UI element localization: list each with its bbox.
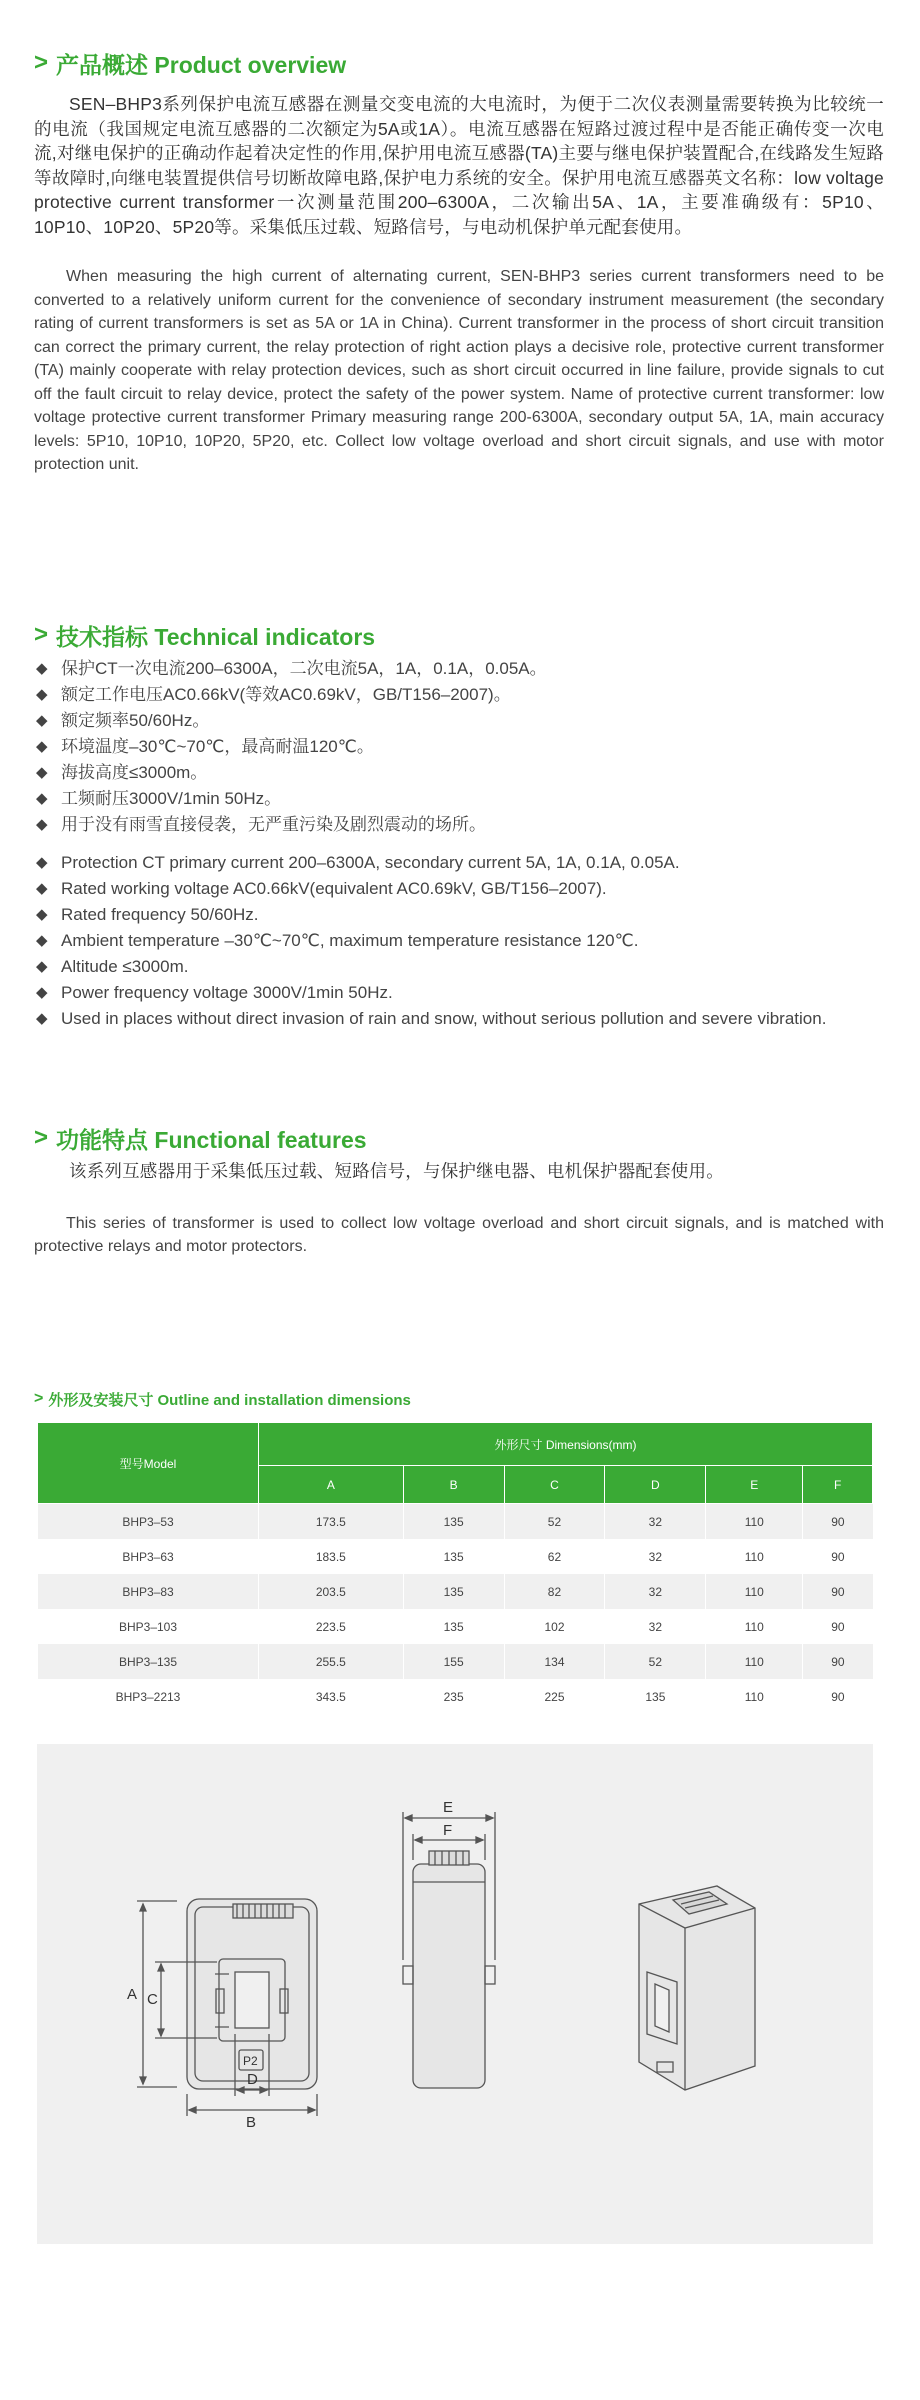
- column-header-b: B: [403, 1466, 504, 1504]
- table-cell: 135: [605, 1679, 706, 1714]
- chevron-right-icon: >: [34, 49, 49, 76]
- table-cell: 343.5: [259, 1679, 404, 1714]
- diamond-bullet-icon: ◆: [36, 854, 48, 871]
- diamond-bullet-icon: ◆: [36, 880, 48, 897]
- list-item: ◆ Altitude ≤3000m.: [34, 954, 884, 980]
- overview-en-paragraph: When measuring the high current of alternating current, SEN-BHP3 series current transformers need to be converted to a relatively uniform current for the convenience of secondary instrument measurement (the secondary rating of current transformers is set as 5A or 1A in China). Current transformer in the process of short circuit transition can correct the primary current, the relay protection of right action plays a decisive role, protective current transformer (TA) mainly cooperate with relay protection devices, such as short circuit occurred in line failure, provide signals to cut off the fault circuit to relay device, protect the safety of the power system. Name of protective current transformer: low voltage protective current transformer Primary measuring range 200-6300A, secondary output 5A, 1A, main accuracy levels: 5P10, 10P10, 10P20, 5P20, etc. Collect low voltage overload and short circuit signals, and use with motor protection unit.: [34, 268, 884, 473]
- table-cell: 203.5: [259, 1574, 404, 1609]
- table-row: [38, 1644, 873, 1679]
- chevron-right-icon: >: [34, 1124, 49, 1151]
- table-cell: 32: [605, 1574, 706, 1609]
- table-cell: 90: [803, 1679, 873, 1714]
- dim-label-e: E: [443, 1799, 454, 1816]
- overview-heading: [34, 48, 884, 78]
- table-cell: 225: [504, 1679, 605, 1714]
- list-item: ◆ 保护CT一次电流200–6300A，二次电流5A，1A，0.1A，0.05A。: [34, 656, 884, 682]
- table-cell: 135: [403, 1539, 504, 1574]
- chevron-right-icon: >: [34, 621, 49, 648]
- diamond-bullet-icon: ◆: [36, 932, 48, 949]
- table-cell: 110: [706, 1504, 803, 1540]
- table-row: [38, 1574, 873, 1609]
- table-cell: 110: [706, 1574, 803, 1609]
- table-cell: 90: [803, 1644, 873, 1679]
- dim-label-b: B: [246, 2114, 257, 2131]
- isometric-view-drawing: [639, 1886, 755, 2090]
- table-cell: 32: [605, 1609, 706, 1644]
- technical-title: 技术指标 Technical indicators: [56, 623, 376, 650]
- diamond-bullet-icon: ◆: [36, 712, 48, 729]
- overview-title: 产品概述 Product overview: [56, 51, 347, 78]
- diamond-bullet-icon: ◆: [36, 660, 48, 677]
- diamond-bullet-icon: ◆: [36, 764, 48, 781]
- dim-label-f: F: [443, 1822, 453, 1839]
- table-cell: 110: [706, 1609, 803, 1644]
- chevron-right-icon: >: [34, 1390, 44, 1407]
- list-item: ◆ 工频耐压3000V/1min 50Hz。: [34, 786, 884, 812]
- diamond-bullet-icon: ◆: [36, 984, 48, 1001]
- model-cell: BHP3–135: [38, 1644, 259, 1679]
- table-cell: 32: [605, 1539, 706, 1574]
- table-cell: 90: [803, 1609, 873, 1644]
- outline-drawing-panel: [37, 1744, 873, 2244]
- dim-label-a: A: [127, 1986, 138, 2003]
- table-cell: 110: [706, 1539, 803, 1574]
- model-cell: BHP3–2213: [38, 1679, 259, 1714]
- dim-label-c: C: [147, 1991, 158, 2008]
- dim-label-d: D: [247, 2071, 258, 2088]
- table-cell: 183.5: [259, 1539, 404, 1574]
- list-item: ◆ Power frequency voltage 3000V/1min 50Hz.: [34, 980, 884, 1006]
- side-view-drawing: [403, 1812, 495, 2088]
- features-section: [34, 1123, 884, 1259]
- dimensions-heading: [34, 1388, 884, 1410]
- table-row: [38, 1609, 873, 1644]
- model-cell: BHP3–103: [38, 1609, 259, 1644]
- table-cell: 32: [605, 1504, 706, 1540]
- dimensions-table: [37, 1422, 873, 1714]
- features-heading: [34, 1123, 884, 1153]
- list-item: ◆ Used in places without direct invasion of rain and snow, without serious pollution and severe vibration.: [34, 1006, 884, 1032]
- list-item: ◆ 海拔高度≤3000m。: [34, 760, 884, 786]
- table-cell: 90: [803, 1539, 873, 1574]
- model-cell: BHP3–53: [38, 1504, 259, 1540]
- table-cell: 134: [504, 1644, 605, 1679]
- column-header-a: A: [259, 1466, 404, 1504]
- table-cell: 52: [605, 1644, 706, 1679]
- table-cell: 155: [403, 1644, 504, 1679]
- column-header-c: C: [504, 1466, 605, 1504]
- table-cell: 110: [706, 1644, 803, 1679]
- outline-drawing: [37, 1744, 873, 2244]
- table-cell: 223.5: [259, 1609, 404, 1644]
- dimensions-table-wrapper: [37, 1422, 873, 1714]
- features-title: 功能特点 Functional features: [56, 1126, 367, 1153]
- p2-label: P2: [243, 2054, 258, 2068]
- front-view-drawing: [137, 1899, 317, 2116]
- diamond-bullet-icon: ◆: [36, 1010, 48, 1027]
- features-cn-paragraph: 该系列互感器用于采集低压过载、短路信号，与保护继电器、电机保护器配套使用。: [69, 1161, 724, 1181]
- table-cell: 173.5: [259, 1504, 404, 1540]
- table-cell: 82: [504, 1574, 605, 1609]
- list-item: ◆ Protection CT primary current 200–6300A, secondary current 5A, 1A, 0.1A, 0.05A.: [34, 850, 884, 876]
- model-cell: BHP3–83: [38, 1574, 259, 1609]
- diamond-bullet-icon: ◆: [36, 958, 48, 975]
- list-item: ◆ Rated working voltage AC0.66kV(equivalent AC0.69kV, GB/T156–2007).: [34, 876, 884, 902]
- technical-heading: [34, 620, 884, 650]
- diamond-bullet-icon: ◆: [36, 816, 48, 833]
- diamond-bullet-icon: ◆: [36, 906, 48, 923]
- overview-section: [34, 48, 884, 477]
- list-item: ◆ 环境温度–30℃~70℃，最高耐温120℃。: [34, 734, 884, 760]
- features-en-paragraph: This series of transformer is used to collect low voltage overload and short circuit signals, and is matched with protective relays and motor protectors.: [34, 1214, 884, 1255]
- table-cell: 135: [403, 1574, 504, 1609]
- list-item: ◆ 额定频率50/60Hz。: [34, 708, 884, 734]
- table-row: [38, 1539, 873, 1574]
- list-item: ◆ 额定工作电压AC0.66kV(等效AC0.69kV，GB/T156–2007)。: [34, 682, 884, 708]
- table-cell: 135: [403, 1504, 504, 1540]
- table-row: [38, 1504, 873, 1540]
- dimensions-group-header: 外形尺寸 Dimensions(mm): [259, 1423, 873, 1466]
- list-item: ◆ Ambient temperature –30℃~70℃, maximum temperature resistance 120℃.: [34, 928, 884, 954]
- column-header-d: D: [605, 1466, 706, 1504]
- technical-cn-list: [34, 656, 884, 838]
- list-item: ◆ 用于没有雨雪直接侵袭，无严重污染及剧烈震动的场所。: [34, 812, 884, 838]
- table-cell: 235: [403, 1679, 504, 1714]
- model-column-header: 型号Model: [38, 1423, 259, 1504]
- diamond-bullet-icon: ◆: [36, 790, 48, 807]
- table-cell: 102: [504, 1609, 605, 1644]
- table-cell: 255.5: [259, 1644, 404, 1679]
- table-cell: 52: [504, 1504, 605, 1540]
- dimensions-section: [34, 1388, 884, 1410]
- table-cell: 90: [803, 1504, 873, 1540]
- column-header-e: E: [706, 1466, 803, 1504]
- overview-cn-paragraph: SEN–BHP3系列保护电流互感器在测量交变电流的大电流时，为便于二次仪表测量需要转换为比较统一的电流（我国规定电流互感器的二次额定为5A或1A）。电流互感器在短路过渡过程中是否能正确传变一次电流,对继电保护的正确动作起着决定性的作用,保护用电流互感器(TA)主要与继电保护装置配合,在线路发生短路等故障时,向继电装置提供信号切断故障电路,保护电力系统的安全。保护用电流互感器英文名称：low voltage protective current transformer一次测量范围200–6300A，二次输出5A、1A，主要准确级有：5P10、10P10、10P20、5P20等。采集低压过载、短路信号，与电动机保护单元配套使用。: [34, 94, 884, 237]
- technical-section: [34, 620, 884, 1032]
- list-item: ◆ Rated frequency 50/60Hz.: [34, 902, 884, 928]
- table-row: [38, 1679, 873, 1714]
- table-cell: 90: [803, 1574, 873, 1609]
- technical-en-list: [34, 850, 884, 1032]
- dimensions-title: 外形及安装尺寸 Outline and installation dimensions: [48, 1391, 411, 1409]
- table-cell: 62: [504, 1539, 605, 1574]
- diamond-bullet-icon: ◆: [36, 686, 48, 703]
- table-cell: 135: [403, 1609, 504, 1644]
- model-cell: BHP3–63: [38, 1539, 259, 1574]
- column-header-f: F: [803, 1466, 873, 1504]
- diamond-bullet-icon: ◆: [36, 738, 48, 755]
- table-cell: 110: [706, 1679, 803, 1714]
